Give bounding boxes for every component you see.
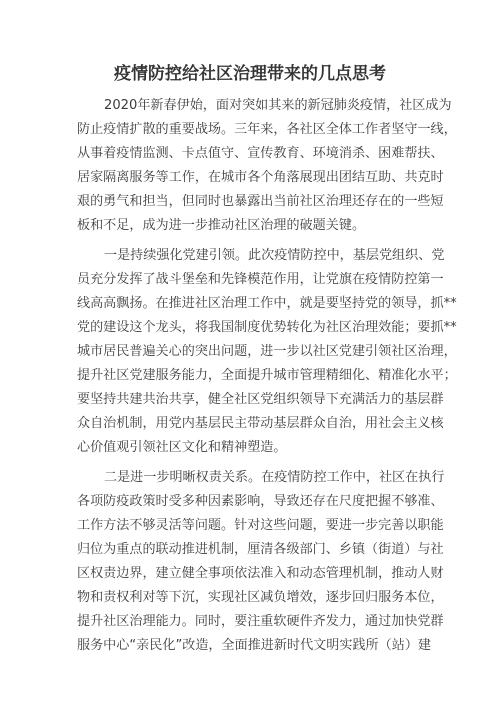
paragraph-2-line: 一是持续强化党建引领。此次疫情防控中，基层党组织、党	[104, 248, 445, 263]
paragraph-2-line: 党的建设这个龙头，将我国制度优势转化为社区治理效能；要抓**	[77, 320, 457, 335]
paragraph-3-line: 区权责边界，建立健全事项依法准入和动态管理机制，推动人财	[77, 566, 444, 581]
paragraph-1-line: 从事着疫情监测、卡点值守、宣传教育、环境消杀、困难帮扶、	[77, 146, 444, 161]
paragraph-2-line: 线高高飘扬。在推进社区治理工作中，就是要坚持党的领导，抓**	[77, 296, 457, 311]
paragraph-2-line: 员充分发挥了战斗堡垒和先锋模范作用，让党旗在疫情防控第一	[77, 272, 444, 287]
paragraph-2-line: 众自治机制，用党内基层民主带动基层群众自治，用社会主义核	[77, 416, 444, 431]
paragraph-2-line: 心价值观引领社区文化和精神塑造。	[77, 440, 287, 455]
paragraph-3-line: 各项防疫政策时受多种因素影响，导致还存在尺度把握不够准、	[77, 494, 444, 509]
paragraph-3-line: 服务中心“亲民化”改造，全面推进新时代文明实践所（站）建	[77, 638, 432, 653]
paragraph-1-line: 居家隔离服务等工作，在城市各个角落展现出团结互助、共克时	[77, 170, 444, 185]
paragraph-1-line: 2020年新春伊始，面对突如其来的新冠肺炎疫情，社区成为	[104, 98, 452, 113]
paragraph-2-line: 提升社区党建服务能力，全面提升城市管理精细化、精准化水平；	[77, 368, 457, 383]
paragraph-2-line: 要坚持共建共治共享，健全社区党组织领导下充满活力的基层群	[77, 392, 444, 407]
paragraph-2-line: 城市居民普遍关心的突出问题，进一步以社区党建引领社区治理，	[77, 344, 457, 359]
paragraph-1-line: 板和不足，成为进一步推动社区治理的破题关键。	[77, 218, 366, 233]
paragraph-1-line: 防止疫情扩散的重要战场。三年来，各社区全体工作者坚守一线，	[77, 122, 457, 137]
paragraph-3-line: 工作方法不够灵活等问题。针对这些问题，要进一步完善以职能	[77, 518, 444, 533]
paragraph-3-line: 二是进一步明晰权责关系。在疫情防控工作中，社区在执行	[104, 470, 445, 485]
paragraph-1-line: 艰的勇气和担当，但同时也暴露出当前社区治理还存在的一些短	[77, 194, 444, 209]
paragraph-3-line: 物和责权利对等下沉，实现社区减负增效，逐步回归服务本位，	[77, 590, 444, 605]
document-title: 疫情防控给社区治理带来的几点思考	[114, 64, 386, 84]
paragraph-3-line: 提升社区治理能力。同时，要注重软硬件齐发力，通过加快党群	[77, 614, 444, 629]
paragraph-3-line: 归位为重点的联动推进机制，厘清各级部门、乡镇（街道）与社	[77, 542, 444, 557]
